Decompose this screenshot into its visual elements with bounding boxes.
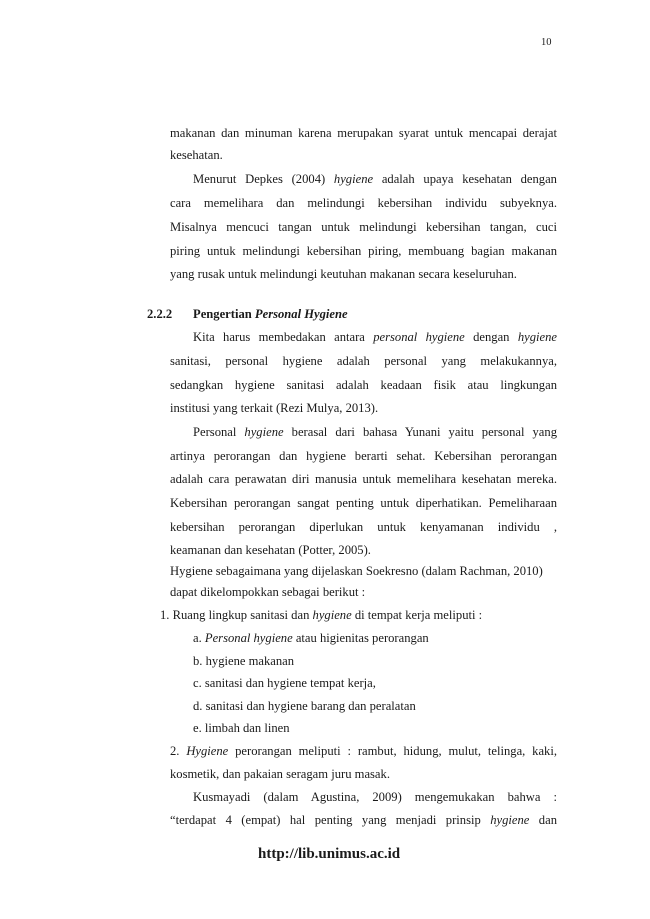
paragraph-line: institusi yang terkait (Rezi Mulya, 2013). <box>170 401 379 415</box>
list-item: 2. Hygiene perorangan meliputi : rambut, hidung, mulut, telinga, kaki, <box>170 744 558 758</box>
section-title: Pengertian Personal Hygiene <box>193 307 348 321</box>
paragraph-line: Misalnya mencuci tangan untuk melindungi kebersihan tangan, cuci <box>170 220 557 234</box>
paragraph-line: “terdapat 4 (empat) hal penting yang menjadi prinsip hygiene dan <box>170 813 557 827</box>
paragraph-line: cara memelihara dan melindungi kebersihan individu subyeknya. <box>170 196 557 210</box>
paragraph-line: kesehatan. <box>170 148 223 162</box>
page-number: 10 <box>541 37 552 48</box>
paragraph-line: Hygiene sebagaimana yang dijelaskan Soekresno (dalam Rachman, 2010) <box>170 564 543 578</box>
list-item: b. hygiene makanan <box>193 654 295 668</box>
paragraph-line: sedangkan hygiene sanitasi adalah keadaan fisik atau lingkungan <box>170 378 557 392</box>
paragraph-line: makanan dan minuman karena merupakan syarat untuk mencapai derajat <box>170 126 557 140</box>
paragraph-line: yang rusak untuk melindungi keutuhan makanan secara keseluruhan. <box>170 267 517 281</box>
list-item: a. Personal hygiene atau higienitas perorangan <box>193 631 429 645</box>
paragraph-line: Kita harus membedakan antara personal hygiene dengan hygiene <box>193 330 557 344</box>
paragraph-line: keamanan dan kesehatan (Potter, 2005). <box>170 543 371 557</box>
paragraph-line: Personal hygiene berasal dari bahasa Yunani yaitu personal yang <box>193 425 557 439</box>
section-number: 2.2.2 <box>147 307 173 321</box>
list-item: e. limbah dan linen <box>193 721 290 735</box>
paragraph-line: Menurut Depkes (2004) hygiene adalah upaya kesehatan dengan <box>193 172 557 186</box>
paragraph-line: Kebersihan perorangan sangat penting untuk diperhatikan. Pemeliharaan <box>170 496 557 510</box>
list-item: c. sanitasi dan hygiene tempat kerja, <box>193 676 376 690</box>
footer-url: http://lib.unimus.ac.id <box>258 846 401 862</box>
paragraph-line: kosmetik, dan pakaian seragam juru masak. <box>170 767 390 781</box>
paragraph-line: kebersihan perorangan diperlukan untuk kenyamanan individu , <box>170 520 557 534</box>
paragraph-line: dapat dikelompokkan sebagai berikut : <box>170 585 366 599</box>
paragraph-line: adalah cara perawatan diri manusia untuk memelihara kesehatan mereka. <box>170 472 557 486</box>
list-item: d. sanitasi dan hygiene barang dan peralatan <box>193 699 416 713</box>
paragraph-line: artinya perorangan dan hygiene berarti sehat. Kebersihan perorangan <box>170 449 557 463</box>
list-item: 1. Ruang lingkup sanitasi dan hygiene di tempat kerja meliputi : <box>160 608 483 622</box>
paragraph-line: sanitasi, personal hygiene adalah personal yang melakukannya, <box>170 354 557 368</box>
paragraph-line: piring untuk melindungi kebersihan piring, membuang bagian makanan <box>170 244 557 258</box>
paragraph-line: Kusmayadi (dalam Agustina, 2009) mengemukakan bahwa : <box>193 790 557 804</box>
